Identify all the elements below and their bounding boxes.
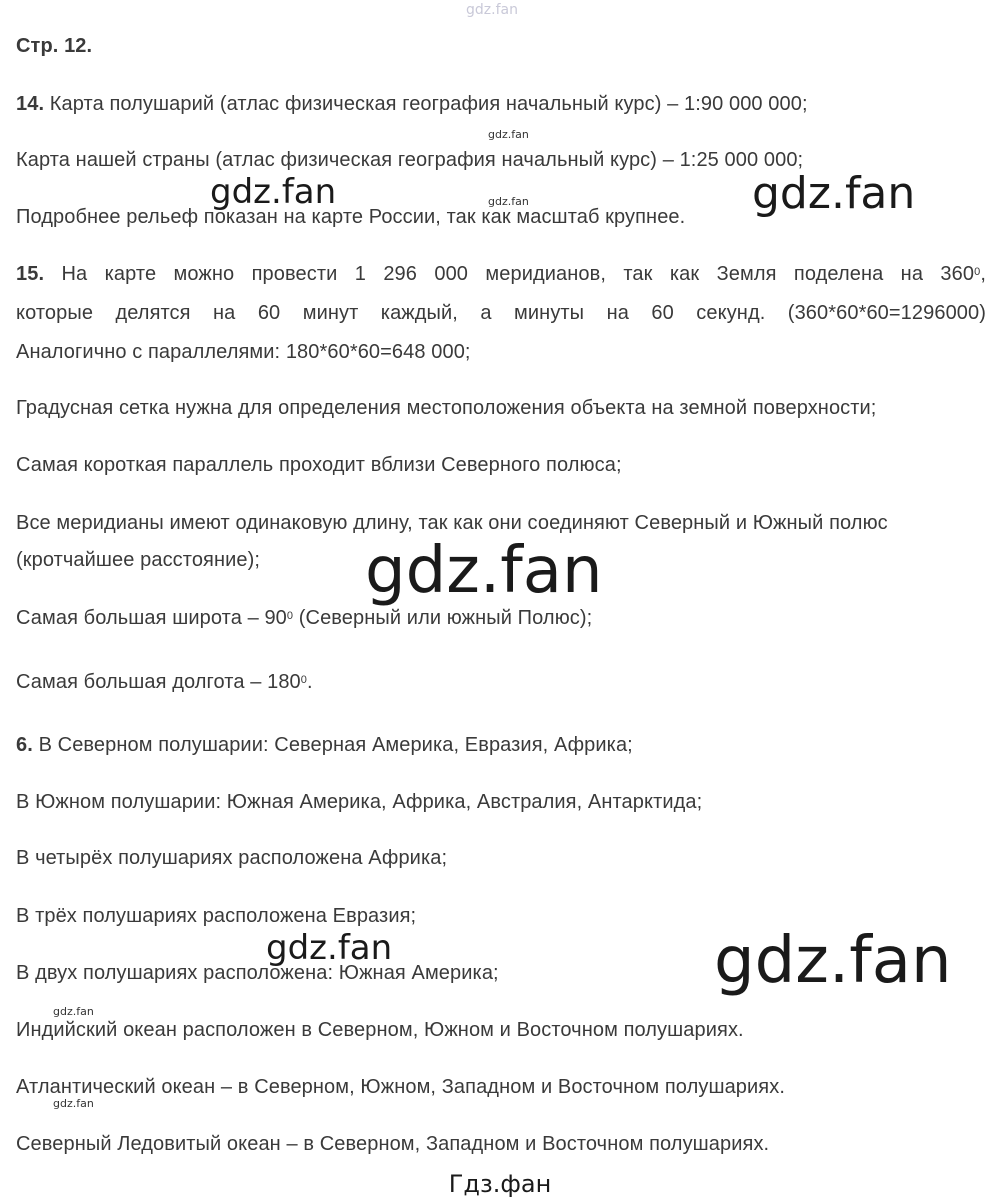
task-text: Самая большая долгота – 180: [16, 671, 301, 693]
task15-line8: [16, 606, 592, 630]
watermark-large: gdz.fan: [752, 168, 916, 219]
task-text: Карта полушарий (атлас физическая география начальный курс) – 1:90 000 000;: [49, 93, 808, 115]
task-text: Самая большая широта – 90: [16, 607, 287, 629]
watermark-huge: gdz.fan: [714, 924, 952, 998]
watermark-tiny: gdz.fan: [53, 1097, 94, 1110]
task15-line5: Самая короткая параллель проходит вблизи Северного полюса;: [16, 454, 622, 476]
degree-sup: 0: [286, 610, 294, 622]
task-text: .: [306, 671, 313, 693]
task6-line2: В Южном полушарии: Южная Америка, Африка, Австралия, Антарктида;: [16, 791, 703, 813]
task14-line1: [16, 92, 808, 116]
task-text: (Северный или южный Полюс);: [293, 607, 593, 629]
task15-line9: [16, 670, 313, 694]
watermark-medium: gdz.fan: [210, 172, 337, 212]
task15-line1: [16, 262, 986, 286]
task6-line7: Атлантический океан – в Северном, Южном, Западном и Восточном полушариях.: [16, 1076, 785, 1098]
task14-line3: Подробнее рельеф показан на карте России, так как масштаб крупнее.: [16, 206, 686, 228]
task-text: В Северном полушарии: Северная Америка, Евразия, Африка;: [38, 734, 633, 756]
task15-line2: которые делятся на 60 минут каждый, а минуты на 60 секунд. (360*60*60=1296000): [16, 302, 986, 324]
watermark-tiny: gdz.fan: [53, 1005, 94, 1018]
task6-line5: В двух полушариях расположена: Южная Америка;: [16, 962, 499, 984]
task14-line2: Карта нашей страны (атлас физическая география начальный курс) – 1:25 000 000;: [16, 149, 804, 171]
watermark-tiny: gdz.fan: [488, 195, 529, 208]
page-number: Стр. 12.: [16, 35, 93, 57]
footer-watermark: Гдз.фан: [448, 1170, 552, 1198]
watermark-medium: gdz.fan: [266, 928, 393, 968]
degree-sup: 0: [974, 266, 981, 278]
task15-line4: Градусная сетка нужна для определения местоположения объекта на земной поверхности;: [16, 397, 877, 419]
task6-line8: Северный Ледовитый океан – в Северном, Западном и Восточном полушариях.: [16, 1133, 770, 1155]
task6-line1: [16, 733, 633, 757]
watermark-top: gdz.fan: [466, 2, 518, 18]
task15-line6: Все меридианы имеют одинаковую длину, так как они соединяют Северный и Южный полюс: [16, 512, 888, 534]
task-text: ,: [980, 263, 986, 285]
degree-sup: 0: [300, 674, 307, 686]
task-number: 14.: [16, 93, 45, 115]
task6-line3: В четырёх полушариях расположена Африка;: [16, 847, 448, 869]
watermark-tiny: gdz.fan: [488, 128, 529, 141]
task-number: 15.: [16, 263, 45, 285]
task-text: На карте можно провести 1 296 000 меридианов, так как Земля поделена на 360: [61, 263, 975, 285]
task6-line4: В трёх полушариях расположена Евразия;: [16, 905, 417, 927]
task6-line6: Индийский океан расположен в Северном, Южном и Восточном полушариях.: [16, 1019, 744, 1041]
watermark-huge: gdz.fan: [365, 534, 603, 608]
task-number: 6.: [16, 734, 33, 756]
task15-line7: (кротчайшее расстояние);: [16, 549, 261, 571]
task15-line3: Аналогично с параллелями: 180*60*60=648 000;: [16, 341, 471, 363]
